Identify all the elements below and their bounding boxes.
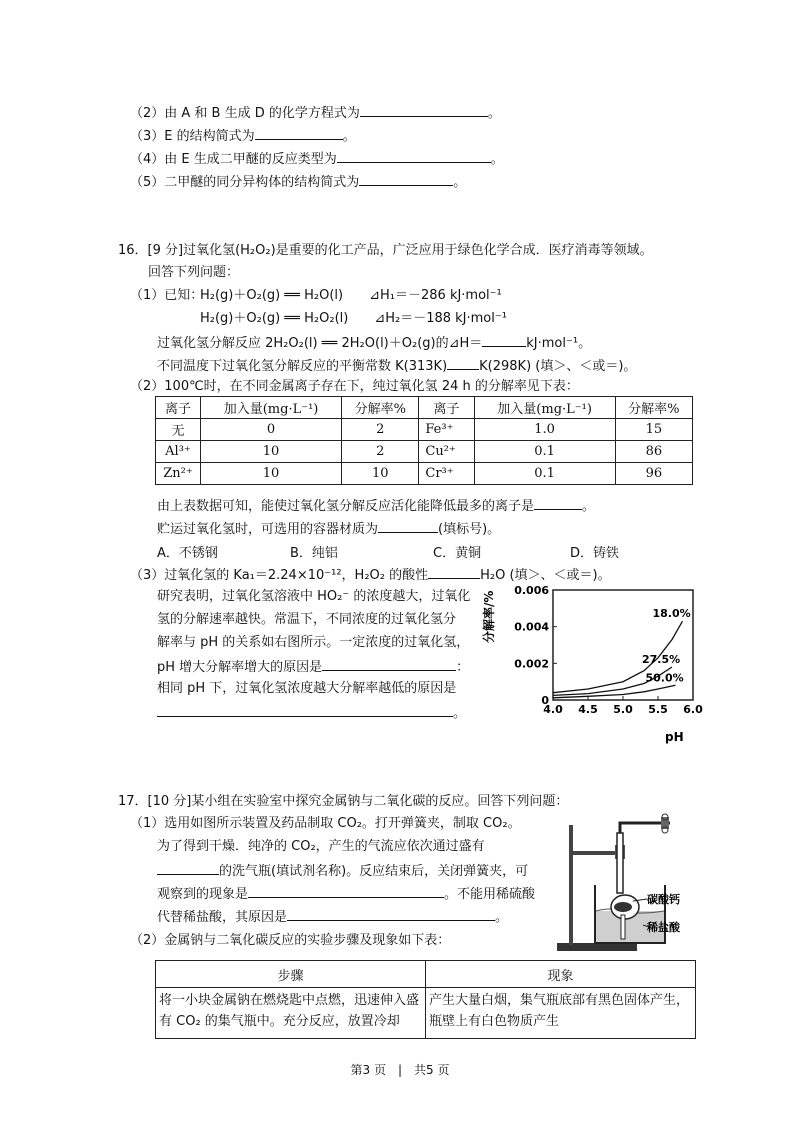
table-cell: 10 (200, 463, 341, 485)
q15-item2: （2）由 A 和 B 生成 D 的化学方程式为 。 (130, 103, 501, 123)
q17-p1-line2: 为了得到干燥．纯净的 CO₂，产生的气流应依次通过盛有 (157, 839, 485, 854)
table-header: 分解率% (615, 397, 692, 419)
table-header-row (156, 397, 693, 419)
x-tick-label: 4.5 (578, 703, 598, 716)
series-label: 50.0% (645, 671, 684, 685)
y-axis-label: 分解率/% (482, 590, 496, 643)
series-line (553, 685, 676, 698)
table-row (156, 463, 693, 485)
answer-blank[interactable] (157, 861, 219, 875)
q15-item5: （5）二甲醚的同分异构体的结构简式为 。 (130, 172, 466, 192)
table-cell: 将一小块金属钠在燃烧匙中点燃，迅速伸入盛有 CO₂ 的集气瓶中。充分反应，放置冷却 (156, 988, 426, 1039)
q15-item3: （3）E 的结构简式为 。 (130, 126, 356, 146)
q16-p1-line3: 过氧化氢分解反应 2H₂O₂(l) ══ 2H₂O(l)＋O₂(g)的⊿H＝ kJ·mol⁻¹。 (157, 333, 591, 353)
apparatus-label-calcium-carbonate: 碳酸钙 (647, 893, 680, 906)
table-cell: 1.0 (474, 419, 615, 441)
table-cell: 2 (342, 441, 419, 463)
x-tick-label: 5.0 (613, 703, 633, 716)
q17-p1-line4: 观察到的现象是 。不能用稀硫酸 (157, 884, 535, 904)
q16-intro2: 回答下列问题： (148, 265, 240, 280)
option-d[interactable]: D．铸铁 (570, 546, 620, 561)
q16-p3-line2: 研究表明，过氧化氢溶液中 HO₂⁻ 的浓度越大，过氧化 (157, 589, 471, 604)
table-cell: 0.1 (474, 441, 615, 463)
table-cell: 无 (156, 419, 201, 441)
table-header: 加入量(mg·L⁻¹) (474, 397, 615, 419)
series-label: 27.5% (642, 653, 681, 666)
y-tick-label: 0.006 (514, 584, 549, 597)
answer-blank[interactable] (337, 149, 491, 163)
q16-eq2: H₂(g)＋O₂(g) ══ H₂O₂(l) ⊿H₂＝－188 kJ·mol⁻¹ (200, 311, 507, 326)
table-cell: 0.1 (474, 463, 615, 485)
y-tick-label: 0 (541, 694, 549, 707)
q16-p2-line-b: 贮运过氧化氢时，可选用的容器材质为 (填标号)。 (157, 519, 500, 539)
option-a[interactable]: A．不锈钢 (157, 546, 218, 561)
table-header: 分解率% (342, 397, 419, 419)
answer-blank[interactable] (322, 657, 456, 671)
steps-table (155, 960, 696, 1039)
table-header: 步骤 (156, 961, 426, 988)
table-header-row (156, 961, 696, 988)
q17-p1-line5: 代替稀盐酸，其原因是 。 (157, 907, 508, 927)
answer-blank[interactable] (287, 907, 495, 921)
q16-p2-intro: （2）100℃时，在不同金属离子存在下，纯过氧化氢 24 h 的分解率见下表： (130, 379, 579, 394)
q16-p3-line4: 解率与 pH 的关系如右图所示。一定浓度的过氧化氢， (157, 635, 470, 650)
answer-blank[interactable] (248, 884, 444, 898)
table-cell: 2 (342, 419, 419, 441)
table-cell: 10 (342, 463, 419, 485)
q17-p1-line3: 的洗气瓶(填试剂名称)。反应结束后，关闭弹簧夹，可 (157, 861, 528, 881)
q17-intro: 17．[10 分]某小组在实验室中探究金属钠与二氧化碳的反应。回答下列问题： (118, 794, 569, 809)
y-tick-label: 0.004 (514, 620, 549, 634)
table-cell: 15 (615, 419, 692, 441)
q16-p3-line1: （3）过氧化氢的 Ka₁＝2.24×10⁻¹²，H₂O₂ 的酸性 H₂O (填＞、＜或＝)。 (130, 565, 611, 585)
q16-eq1: H₂(g)＋O₂(g) ══ H₂O(l) ⊿H₁＝－286 kJ·mol⁻¹ (200, 288, 502, 303)
q16-p1-label: （1）已知： (130, 288, 204, 303)
x-axis-label: pH (665, 730, 684, 744)
table-header: 离子 (419, 397, 474, 419)
table-cell: 86 (615, 441, 692, 463)
q16-p3-line6: 相同 pH 下，过氧化氢浓度越大分解率越低的原因是 (157, 681, 457, 696)
q17-p2-intro: （2）金属钠与二氧化碳反应的实验步骤及现象如下表： (130, 933, 451, 948)
co2-generator-apparatus-figure (555, 815, 695, 955)
table-row (156, 441, 693, 463)
page-footer: 第3 页 | 共5 页 (350, 1063, 450, 1077)
series-label: 18.0% (652, 607, 691, 621)
y-tick-label: 0.002 (514, 657, 549, 671)
option-c[interactable]: C．黄铜 (433, 546, 482, 561)
q16-p1-line4: 不同温度下过氧化氢分解反应的平衡常数 K(313K) K(298K) (填＞、＜或＝)。 (157, 356, 636, 376)
answer-blank[interactable] (360, 103, 488, 117)
table-cell: Zn²⁺ (156, 463, 201, 485)
table-cell: Fe³⁺ (419, 419, 474, 441)
table-header: 离子 (156, 397, 201, 419)
decomposition-chart (482, 575, 705, 745)
answer-blank[interactable] (157, 703, 453, 717)
q16-p3-line7: 。 (157, 703, 466, 723)
table-header: 现象 (426, 961, 696, 988)
table-cell: 0 (200, 419, 341, 441)
answer-blank[interactable] (359, 172, 453, 186)
table-cell: 96 (615, 463, 692, 485)
answer-blank[interactable] (378, 519, 438, 533)
q16-p3-line3: 氢的分解速率越快。常温下，不同浓度的过氧化氢分 (157, 612, 457, 627)
q16-intro: 16．[9 分]过氧化氢(H₂O₂)是重要的化工产品，广泛应用于绿色化学合成．医疗消毒等领域。 (118, 243, 653, 258)
table-cell: Cu²⁺ (419, 441, 474, 463)
table-cell: Cr³⁺ (419, 463, 474, 485)
table-cell: 产生大量白烟，集气瓶底部有黑色固体产生，瓶壁上有白色物质产生 (426, 988, 696, 1039)
answer-blank[interactable] (482, 333, 526, 347)
table-header: 加入量(mg·L⁻¹) (200, 397, 341, 419)
chart-axes (514, 584, 703, 716)
q16-p2-line-a: 由上表数据可知，能使过氧化氢分解反应活化能降低最多的离子是 。 (157, 496, 595, 516)
apparatus-label-dilute-hcl: 稀盐酸 (647, 921, 680, 934)
answer-blank[interactable] (534, 496, 582, 510)
x-tick-label: 5.5 (648, 703, 668, 716)
option-b[interactable]: B．纯铝 (290, 546, 338, 561)
x-tick-label: 4.0 (543, 703, 563, 716)
table-row (156, 419, 693, 441)
ion-table (155, 396, 693, 485)
q15-item4: （4）由 E 生成二甲醚的反应类型为 。 (130, 149, 504, 169)
chart-series (553, 607, 691, 698)
answer-blank[interactable] (447, 356, 479, 370)
table-cell: 10 (200, 441, 341, 463)
answer-blank[interactable] (428, 565, 480, 579)
table-cell: Al³⁺ (156, 441, 201, 463)
table-row (156, 988, 696, 1039)
q16-p3-line5: pH 增大分解率增大的原因是 ： (157, 657, 469, 677)
answer-blank[interactable] (255, 126, 343, 140)
x-tick-label: 6.0 (683, 703, 703, 716)
q17-p1-line1: （1）选用如图所示装置及药品制取 CO₂。打开弹簧夹，制取 CO₂。 (130, 816, 521, 831)
